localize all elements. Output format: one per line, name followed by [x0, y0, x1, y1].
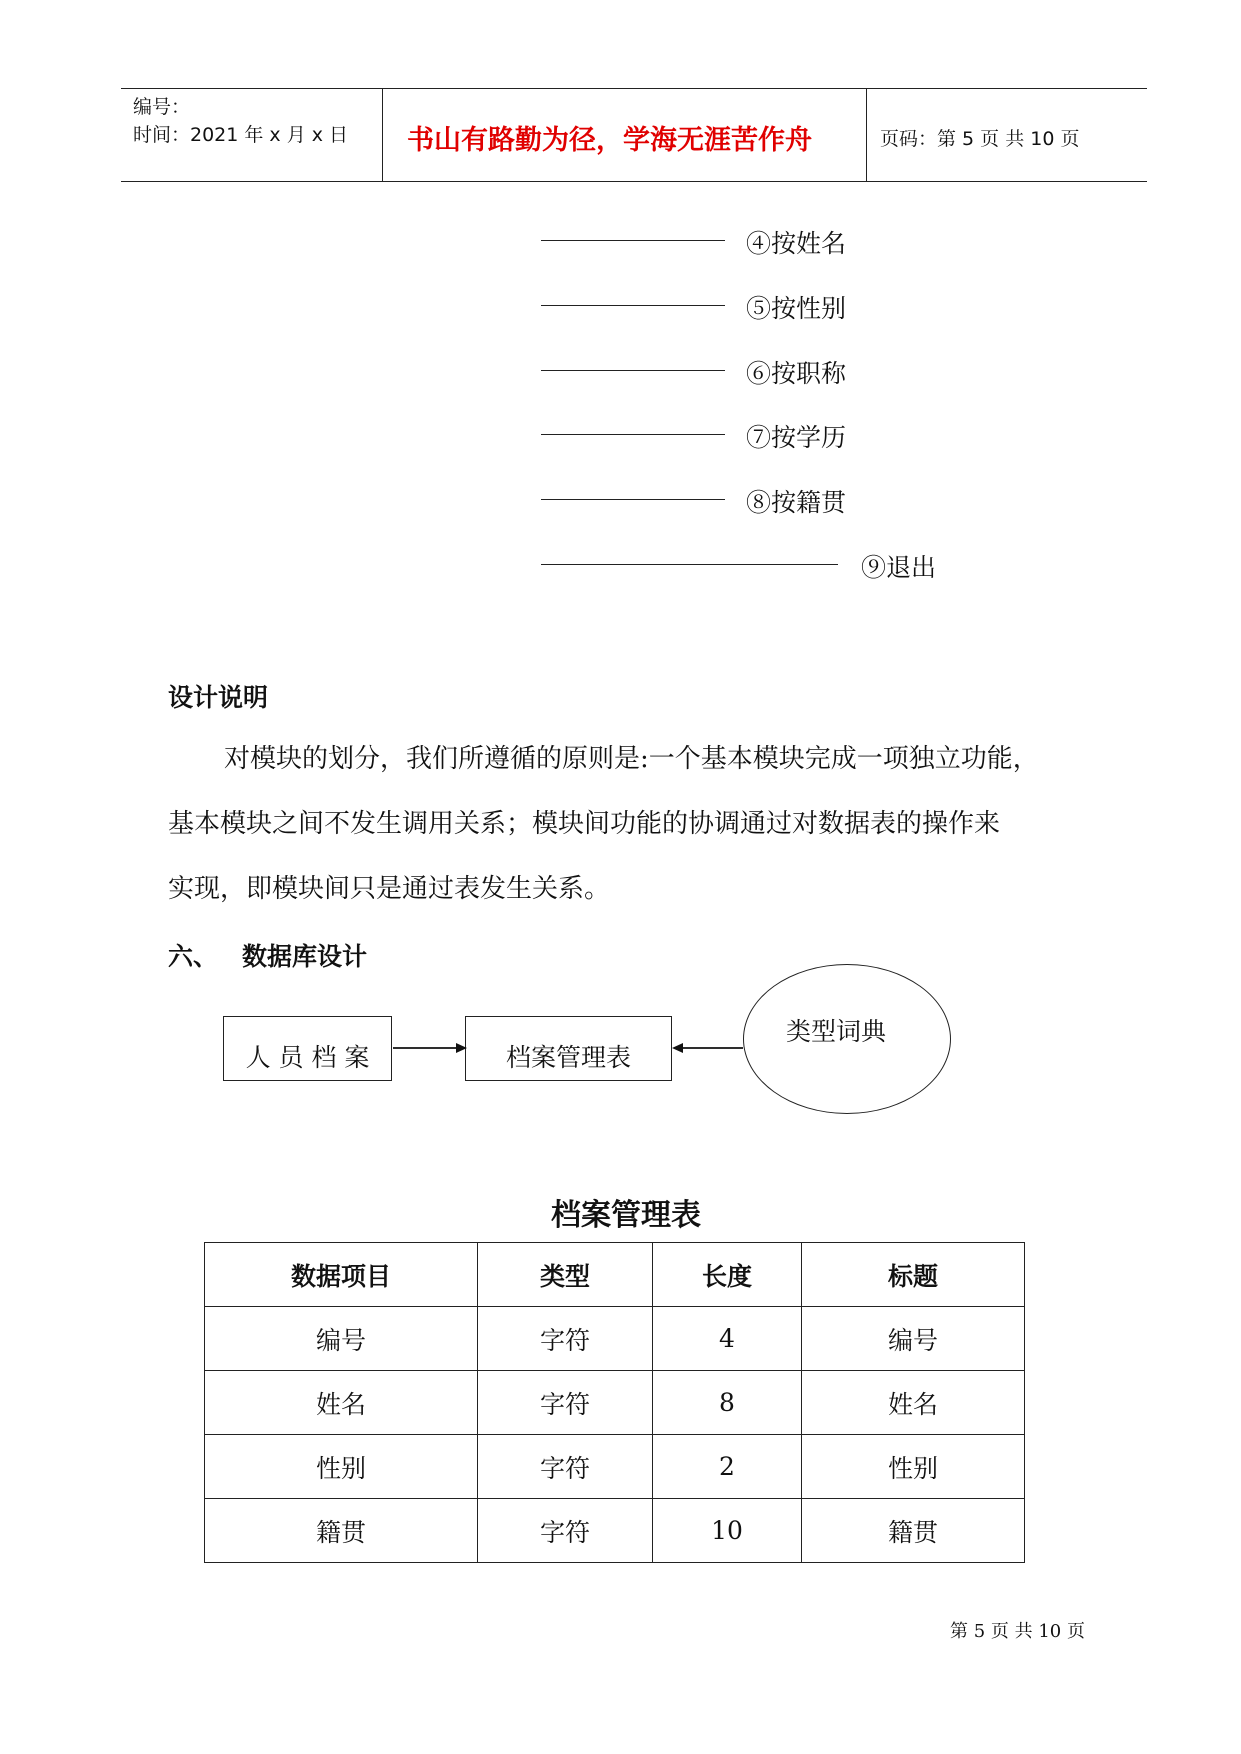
section-number: 六、 [168, 942, 219, 971]
header-number-label: 编号： [133, 96, 191, 118]
header-motto: 书山有路勤为径，学海无涯苦作舟 [407, 125, 812, 156]
table-cell: 籍贯 [205, 1499, 478, 1563]
header-time-label: 时间：2021 年 x 月 x 日 [133, 124, 349, 146]
table-cell: 性别 [802, 1435, 1025, 1499]
header-data-item: 数据项目 [205, 1243, 478, 1307]
table-cell: 2 [653, 1435, 802, 1499]
table-cell: 籍贯 [802, 1499, 1025, 1563]
table-row [205, 1499, 1025, 1563]
table-row [205, 1435, 1025, 1499]
header-caption: 标题 [802, 1243, 1025, 1307]
table-cell: 字符 [478, 1371, 653, 1435]
header-type: 类型 [478, 1243, 653, 1307]
page-footer: 第 5 页 共 10 页 [950, 1621, 1085, 1642]
menu-connector-line [541, 499, 725, 500]
table-cell: 10 [653, 1499, 802, 1563]
table-cell: 8 [653, 1371, 802, 1435]
header-top-rule [121, 88, 1147, 89]
design-line-3: 实现，即模块间只是通过表发生关系。 [168, 874, 611, 904]
header-page-info: 页码：第 5 页 共 10 页 [880, 128, 1080, 150]
table-cell: 编号 [802, 1307, 1025, 1371]
menu-item-by-origin: ⑧按籍贯 [746, 488, 847, 517]
menu-connector-line [541, 564, 838, 565]
header-divider-left [382, 88, 383, 181]
arrow-personnel-to-archive [393, 1043, 467, 1053]
personnel-archive-box: 人 员 档 案 [223, 1016, 392, 1081]
archive-table [204, 1242, 1025, 1563]
header-length: 长度 [653, 1243, 802, 1307]
design-line-1: 对模块的划分，我们所遵循的原则是:一个基本模块完成一项独立功能， [224, 744, 1039, 774]
table-title: 档案管理表 [551, 1198, 701, 1233]
table-row [205, 1307, 1025, 1371]
archive-table-box: 档案管理表 [465, 1016, 672, 1081]
design-line-2: 基本模块之间不发生调用关系；模块间功能的协调通过对数据表的操作来 [168, 809, 1001, 839]
table-row [205, 1371, 1025, 1435]
table-cell: 姓名 [802, 1371, 1025, 1435]
table-header-row [205, 1243, 1025, 1307]
menu-connector-line [541, 370, 725, 371]
table-cell: 字符 [478, 1307, 653, 1371]
menu-item-by-title: ⑥按职称 [746, 359, 847, 388]
type-dictionary-label: 类型词典 [786, 1017, 887, 1046]
menu-connector-line [541, 240, 725, 241]
design-heading: 设计说明 [168, 683, 269, 712]
table-cell: 编号 [205, 1307, 478, 1371]
menu-item-exit: ⑨退出 [861, 553, 937, 582]
menu-item-by-name: ④按姓名 [746, 229, 847, 258]
table-cell: 4 [653, 1307, 802, 1371]
header-bottom-rule [121, 181, 1147, 182]
menu-item-by-education: ⑦按学历 [746, 423, 847, 452]
table-cell: 姓名 [205, 1371, 478, 1435]
header-divider-right [866, 88, 867, 181]
arrow-dictionary-to-archive [672, 1043, 743, 1053]
table-cell: 字符 [478, 1499, 653, 1563]
design-paragraph [168, 727, 1108, 922]
menu-item-by-gender: ⑤按性别 [746, 294, 847, 323]
table-cell: 字符 [478, 1435, 653, 1499]
table-cell: 性别 [205, 1435, 478, 1499]
section-title: 数据库设计 [242, 942, 368, 971]
menu-connector-line [541, 305, 725, 306]
menu-connector-line [541, 434, 725, 435]
